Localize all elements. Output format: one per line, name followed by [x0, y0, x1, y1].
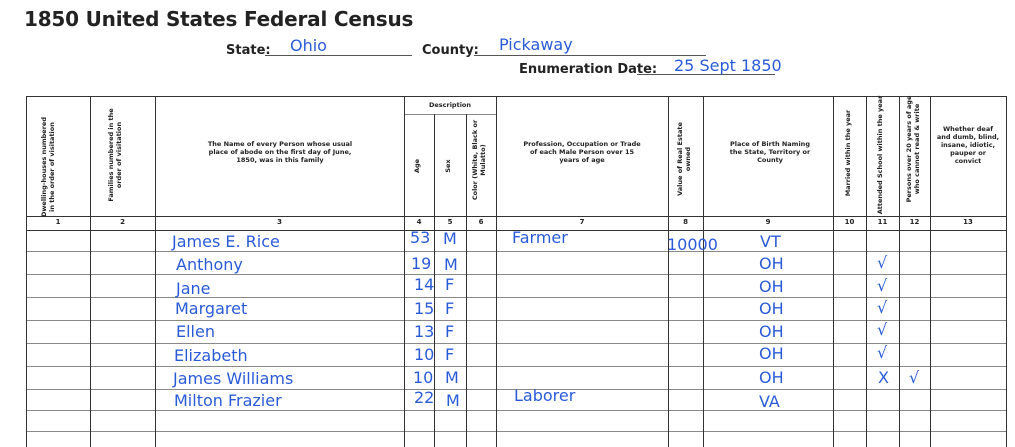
column-border — [833, 96, 834, 447]
table-right-border — [1006, 96, 1007, 447]
person-birthplace[interactable]: OH — [759, 368, 784, 387]
form-title: 1850 United States Federal Census — [24, 7, 414, 31]
person-sex[interactable]: M — [446, 391, 460, 410]
col-number: 5 — [447, 218, 453, 226]
state-value[interactable]: Ohio — [290, 36, 327, 55]
column-border — [703, 96, 704, 447]
col-number: 1 — [55, 218, 61, 226]
column-border — [668, 96, 669, 447]
person-name[interactable]: Milton Frazier — [174, 391, 282, 410]
row-divider — [26, 274, 1007, 275]
row-divider — [26, 431, 1007, 432]
row-divider — [26, 251, 1007, 252]
person-sex[interactable]: M — [443, 229, 457, 248]
col-5-header: Sex — [444, 159, 452, 173]
person-age[interactable]: 10 — [413, 368, 434, 387]
col-11-header: Attended School within the year — [876, 95, 884, 215]
row-divider — [26, 366, 1007, 367]
person-name[interactable]: James E. Rice — [172, 232, 280, 251]
person-name[interactable]: Jane — [176, 279, 211, 298]
person-sex[interactable]: M — [445, 368, 459, 387]
column-border — [90, 96, 91, 447]
col-number: 9 — [765, 218, 771, 226]
col-number: 7 — [579, 218, 585, 226]
row-divider — [26, 343, 1007, 344]
school-check[interactable]: √ — [877, 343, 888, 362]
column-border — [26, 96, 27, 447]
col-6-header: Color (White, Black or Mulatto) — [471, 119, 487, 201]
col-4-header: Age — [413, 158, 421, 174]
person-age[interactable]: 53 — [410, 228, 431, 247]
col-13-header: Whether deaf and dumb, blind, insane, idiotic, pauper or convict — [936, 125, 1000, 165]
person-birthplace[interactable]: OH — [759, 299, 784, 318]
column-border — [155, 96, 156, 447]
school-check[interactable]: √ — [877, 298, 888, 317]
school-check[interactable]: √ — [877, 253, 888, 272]
person-age[interactable]: 14 — [414, 275, 435, 294]
column-border — [496, 96, 497, 447]
person-sex[interactable]: F — [445, 322, 455, 341]
col-10-header: Married within the year — [844, 109, 852, 197]
person-occupation[interactable]: Farmer — [512, 228, 568, 247]
person-sex[interactable]: F — [445, 345, 455, 364]
col-1-header: Dwelling-houses numbered in the order of visitation — [40, 117, 56, 217]
person-sex[interactable]: F — [445, 299, 455, 318]
description-group-header: Description — [428, 101, 472, 109]
person-birthplace[interactable]: VT — [760, 232, 781, 251]
col-number: 10 — [844, 218, 855, 226]
col-number: 13 — [963, 218, 973, 226]
col-number: 12 — [909, 218, 920, 226]
school-check[interactable]: √ — [877, 320, 888, 339]
column-number-top-border — [26, 216, 1007, 217]
col-12-header: Persons over 20 years of age who cannot read & write — [905, 95, 921, 203]
county-value[interactable]: Pickaway — [499, 35, 573, 54]
person-name[interactable]: James Williams — [173, 369, 294, 388]
column-border — [866, 96, 867, 447]
person-sex[interactable]: F — [445, 275, 455, 294]
person-age[interactable]: 19 — [411, 254, 432, 273]
state-label: State: — [226, 43, 271, 58]
row-divider — [26, 320, 1007, 321]
col-2-header: Families numbered in the order of visitation — [107, 108, 123, 202]
person-name[interactable]: Elizabeth — [174, 346, 248, 365]
person-birthplace[interactable]: OH — [759, 277, 784, 296]
person-real-estate[interactable]: 10000 — [667, 235, 718, 254]
col-number: 8 — [683, 218, 688, 226]
person-birthplace[interactable]: OH — [759, 254, 784, 273]
col-8-header: Value of Real Estate owned — [676, 122, 692, 196]
table-top-border — [26, 96, 1007, 97]
row-divider — [26, 410, 1007, 411]
col-number: 4 — [416, 218, 422, 226]
person-birthplace[interactable]: OH — [759, 344, 784, 363]
person-age[interactable]: 13 — [414, 322, 435, 341]
person-age[interactable]: 15 — [414, 299, 435, 318]
person-sex[interactable]: M — [444, 255, 458, 274]
school-check[interactable]: √ — [877, 276, 888, 295]
person-name[interactable]: Anthony — [176, 255, 243, 274]
date-value[interactable]: 25 Sept 1850 — [674, 56, 782, 75]
col-number: 2 — [120, 218, 125, 226]
row-divider — [26, 297, 1007, 298]
column-border — [899, 96, 900, 447]
county-label: County: — [422, 43, 479, 58]
column-border — [930, 96, 931, 447]
person-age[interactable]: 22 — [414, 388, 435, 407]
col-number: 3 — [277, 218, 282, 226]
column-border — [466, 114, 467, 447]
column-border — [404, 96, 405, 447]
person-occupation[interactable]: Laborer — [514, 386, 576, 405]
col-number: 11 — [877, 218, 888, 226]
person-name[interactable]: Margaret — [175, 299, 248, 318]
person-age[interactable]: 10 — [414, 345, 435, 364]
person-birthplace[interactable]: OH — [759, 322, 784, 341]
col-7-header: Profession, Occupation or Trade of each Male Person over 15 years of age — [523, 140, 641, 164]
person-birthplace[interactable]: VA — [759, 392, 780, 411]
school-mark[interactable]: X — [878, 368, 889, 387]
col-9-header: Place of Birth Naming the State, Territory or County — [729, 140, 811, 164]
col-number: 6 — [478, 218, 484, 226]
person-name[interactable]: Ellen — [176, 322, 215, 341]
col-3-header: The Name of every Person whose usual place of abode on the first day of June, 1850, was in this family — [207, 140, 353, 164]
illiterate-check[interactable]: √ — [909, 368, 920, 387]
date-label: Enumeration Date: — [519, 62, 658, 77]
